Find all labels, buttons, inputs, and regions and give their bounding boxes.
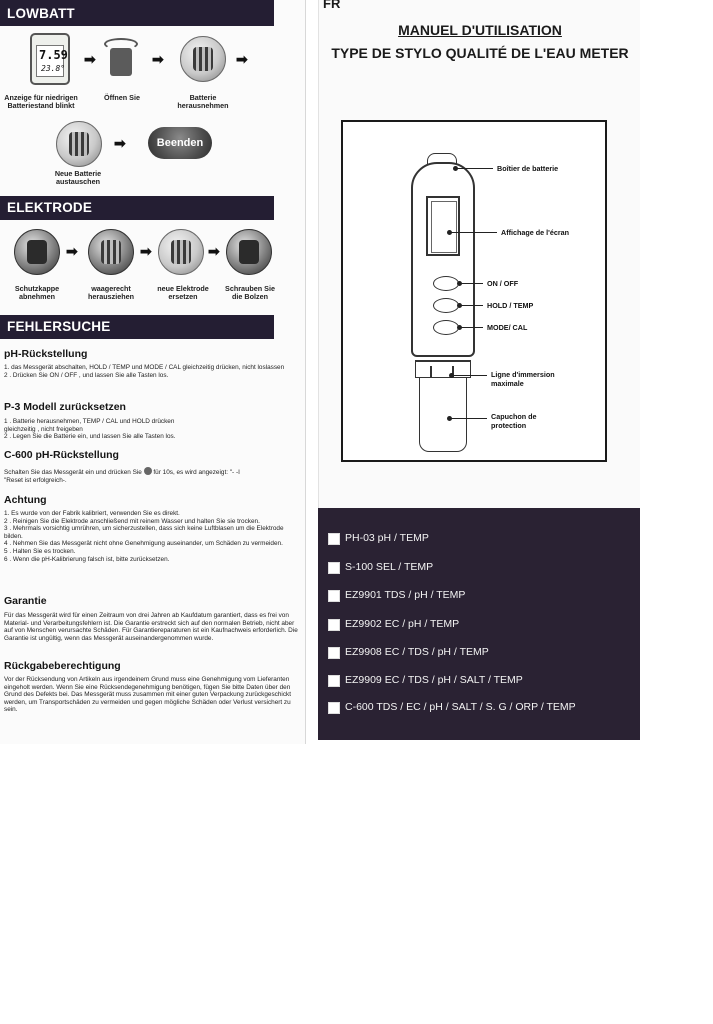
replace-electrode-icon <box>158 229 204 275</box>
checkbox[interactable] <box>328 675 340 687</box>
remove-cap-icon <box>14 229 60 275</box>
hold-button-shape <box>433 298 459 313</box>
product-title: TYPE DE STYLO QUALITÉ DE L'EAU METER <box>331 45 629 61</box>
leader-line <box>449 232 497 233</box>
section-title: P-3 Modell zurücksetzen <box>4 401 126 413</box>
language-code: FR <box>323 0 341 11</box>
label-on-off: ON / OFF <box>487 279 519 288</box>
section-title: pH-Rückstellung <box>4 348 88 360</box>
step-screw-bolts-label: Schrauben Sie die Bolzen <box>225 284 275 301</box>
section-title: Garantie <box>4 595 47 607</box>
arrow-right-icon: ➡ <box>236 51 248 67</box>
leader-line <box>451 375 487 376</box>
model-label: EZ9902 EC / pH / TEMP <box>345 618 460 630</box>
on-off-button-shape <box>433 276 459 291</box>
fehlersuche-heading: FEHLERSUCHE <box>0 315 274 339</box>
german-page <box>0 0 306 744</box>
lcd-value: 7.59 <box>39 48 68 62</box>
label-mode-cal: MODE/ CAL <box>487 323 528 332</box>
step-pull-electrode-label: waagerecht herausziehen <box>88 284 134 301</box>
arrow-right-icon: ➡ <box>140 243 152 259</box>
power-button-icon <box>144 467 152 475</box>
step-open-label: Öffnen Sie <box>104 93 140 102</box>
section-text: 1. Es wurde von der Fabrik kalibriert, verwenden Sie es direkt. 2 . Reinigen Sie die Elektrode anschließend mit reinem Wasser und halten Sie sie trocken. 3 . Mehrmals vorsichtig umrühren, um sicherzustellen, dass sich keine Luftblasen um die Elektrode bilden. 4 . Nehmen Sie das Messgerät nicht ohne Genehmigung auseinander, um Schäden zu vermeiden. 5 . Halten Sie es trocken. 6 . Wenn die pH-Kalibrierung falsch ist, bitte zurücksetzen. <box>4 510 284 563</box>
checkbox[interactable] <box>328 702 340 714</box>
section-text <box>4 467 304 484</box>
label-immersion: Ligne d'immersion maximale <box>491 370 555 388</box>
label-hold-temp: HOLD / TEMP <box>487 301 534 310</box>
c600-text-after: für 10s, es wird angezeigt: "- -I "Reset ist erfolgreich-. <box>4 469 240 484</box>
label-battery: Boîtier de batterie <box>497 164 559 173</box>
arrow-right-icon: ➡ <box>114 135 126 151</box>
leader-line <box>455 168 493 169</box>
checkbox[interactable] <box>328 562 340 574</box>
model-label: EZ9909 EC / TDS / pH / SALT / TEMP <box>345 674 523 686</box>
section-title: C-600 pH-Rückstellung <box>4 449 119 461</box>
section-title: Achtung <box>4 494 47 506</box>
label-protective-cap: Capuchon de protection <box>491 412 537 430</box>
c600-text-before: Schalten Sie das Messgerät ein und drücken Sie <box>4 469 142 476</box>
manual-title: MANUEL D'UTILISATION <box>398 22 562 38</box>
model-label: S-100 SEL / TEMP <box>345 561 434 573</box>
lcd-temp: 23.8° <box>41 64 66 73</box>
step-low-battery-label: Anzeige für niedrigen Batteriestand blinkt <box>4 93 78 110</box>
section-text: Für das Messgerät wird für einen Zeitraum von drei Jahren ab Kaufdatum garantiert, dass es frei von Material- und Verarbeitungsfehlern ist. Die Garantie erstreckt sich auf den normalen Betrieb, nicht aber auf von Menschen verursachte Schäden. Für Garantiereparaturen ist ein Kaufnachweis erforderlich. Die Garantie ist ungültig, wenn das Messgerät auseinandergenommen wurde. <box>4 612 298 642</box>
battery-replace-icon <box>56 121 102 167</box>
checkbox[interactable] <box>328 533 340 545</box>
pull-electrode-icon <box>88 229 134 275</box>
section-text: 1 . Batterie herausnehmen, TEMP / CAL und HOLD drücken gleichzeitig , nicht freigeben 2 . Legen Sie die Batterie ein, und lassen Sie alle Tasten los. <box>4 418 176 441</box>
step-replace-electrode-label: neue Elektrode ersetzen <box>157 284 209 301</box>
lowbatt-heading: LOWBATT <box>0 0 274 26</box>
checkbox[interactable] <box>328 590 340 602</box>
arrow-right-icon: ➡ <box>84 51 96 67</box>
checkbox[interactable] <box>328 647 340 659</box>
arrow-right-icon: ➡ <box>152 51 164 67</box>
elektrode-heading: ELEKTRODE <box>0 196 274 220</box>
arrow-right-icon: ➡ <box>66 243 78 259</box>
screw-bolts-icon <box>226 229 272 275</box>
model-list-panel <box>318 508 640 740</box>
model-label: PH-03 pH / TEMP <box>345 532 429 544</box>
step-remove-battery-label: Batterie herausnehmen <box>177 93 229 110</box>
open-cap-icon <box>104 38 138 78</box>
label-screen: Affichage de l'écran <box>501 228 570 237</box>
leader-line <box>459 327 483 328</box>
step-replace-battery-label: Neue Batterie austauschen <box>54 169 102 186</box>
model-label: EZ9908 EC / TDS / pH / TEMP <box>345 646 489 658</box>
low-battery-display-icon <box>30 33 70 85</box>
leader-line <box>459 305 483 306</box>
arrow-right-icon: ➡ <box>208 243 220 259</box>
model-label: EZ9901 TDS / pH / TEMP <box>345 589 466 601</box>
finish-badge: Beenden <box>148 127 212 159</box>
model-label: C-600 TDS / EC / pH / SALT / S. G / ORP / TEMP <box>345 701 576 713</box>
meter-screen-shape <box>426 196 460 256</box>
section-text: Vor der Rücksendung von Artikeln aus irgendeinem Grund muss eine Genehmigung vom Lieferanten eingeholt werden. Wenn Sie eine Rücksendegenehmigung benötigen, fügen Sie bitte Daten über den Grund des Defekts bei. Das Messgerät muss zusammen mit einer guten Verpackung zurückgeschickt werden, um Transportschäden zu vermeiden und gegen mögliche Schäden oder Verlust versichert zu sein. <box>4 676 291 714</box>
leader-line <box>459 283 483 284</box>
section-title: Rückgabeberechtigung <box>4 660 121 672</box>
leader-line <box>449 418 487 419</box>
checkbox[interactable] <box>328 619 340 631</box>
battery-remove-icon <box>180 36 226 82</box>
step-remove-cap-label: Schutzkappe abnehmen <box>14 284 60 301</box>
section-text: 1. das Messgerät abschalten, HOLD / TEMP und MODE / CAL gleichzeitig drücken, nicht loslassen 2 . Drücken Sie ON / OFF , und lassen Sie alle Tasten los. <box>4 364 285 379</box>
protective-cap-shape <box>419 378 467 452</box>
mode-button-shape <box>433 320 459 335</box>
